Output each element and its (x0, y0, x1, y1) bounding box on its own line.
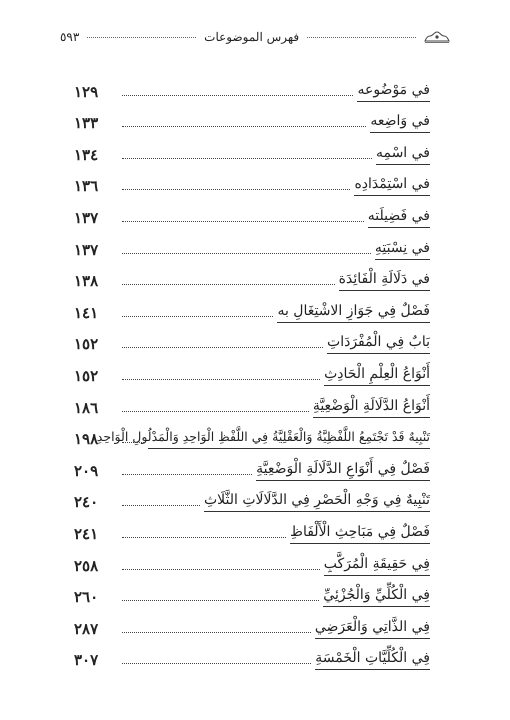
toc-row (74, 102, 430, 134)
running-header (60, 26, 450, 48)
toc-row (74, 418, 430, 450)
toc-entry-title: فِي الْكُلِّيِّ وَالْجُزْئِيِّ (323, 585, 430, 607)
toc-entry-page: ٢٤٠ (74, 493, 99, 512)
toc-row (74, 323, 430, 355)
dot-leader (122, 253, 371, 254)
toc-row (74, 228, 430, 260)
toc-entry-page: ٢٠٩ (74, 461, 99, 480)
dot-leader (122, 537, 286, 538)
toc-entry-title: فَصْلٌ فِي مَبَاحِثِ الْأَلْفَاظِ (290, 522, 430, 544)
toc-row (74, 354, 430, 386)
table-of-contents (74, 70, 430, 670)
toc-row (74, 544, 430, 576)
header-rule-right (307, 37, 416, 38)
header-rule-left (87, 37, 196, 38)
toc-entry-title: في نِسْبَتِهِ (375, 238, 430, 260)
toc-entry-page: ٢٤١ (74, 524, 99, 543)
toc-entry-page: ١٣٤ (74, 145, 99, 164)
dot-leader (122, 284, 335, 285)
toc-entry-page: ١٣٦ (74, 177, 99, 196)
toc-row (74, 512, 430, 544)
dot-leader (122, 569, 320, 570)
toc-row (74, 196, 430, 228)
toc-entry-title: في وَاضِعه (370, 111, 430, 133)
dot-leader (122, 221, 364, 222)
header-page-number: ٥٩٣ (59, 30, 80, 44)
dot-leader (122, 158, 372, 159)
toc-row (74, 70, 430, 102)
toc-entry-page: ٣٠٧ (74, 651, 99, 670)
toc-entry-title: فِي حَقِيقَةِ الْمُرَكَّبِ (324, 554, 430, 576)
toc-entry-page: ١٢٩ (74, 82, 99, 101)
floral-ornament-icon (424, 30, 450, 44)
dot-leader (122, 663, 311, 664)
toc-row (74, 165, 430, 197)
toc-entry-page: ١٥٢ (74, 366, 99, 385)
toc-entry-title: فِي الذَّاتِي وَالْعَرَضِي (315, 617, 430, 639)
toc-entry-page: ٢٥٨ (74, 556, 99, 575)
toc-row (74, 607, 430, 639)
toc-entry-title: في مَوْضُوعه (357, 80, 430, 102)
dot-leader (122, 600, 319, 601)
toc-entry-title: في اسْتِمْدَادِه (354, 174, 430, 196)
toc-entry-title: فَصْلٌ فِي أَنْوَاعِ الدَّلَالَةِ الْوَضْعِيَّةِ (256, 459, 430, 481)
toc-row (74, 481, 430, 513)
toc-entry-page: ٢٦٠ (74, 588, 99, 607)
dot-leader (122, 95, 353, 96)
dot-leader (122, 474, 252, 475)
dot-leader (122, 379, 320, 380)
toc-entry-page: ١٣٣ (74, 114, 99, 133)
toc-entry-title: تَنْبِيهٌ فِي وَجْهِ الْحَصْرِ فِي الدَّلَالَاتِ الثَّلَاثِ (204, 490, 430, 512)
toc-entry-page: ١٤١ (74, 303, 99, 322)
toc-entry-title: في فَضِيلَته (368, 206, 430, 228)
toc-entry-page: ١٩٨ (74, 430, 99, 449)
toc-entry-page: ١٣٨ (74, 272, 99, 291)
toc-row (74, 386, 430, 418)
toc-entry-title: تَنْبِيهٌ قَدْ تَجْتَمِعُ اللَّفْظِيَّةُ وَالْعَقْلِيَّةُ فِي اللَّفْظِ الْوَاحِدِ وَالْمَدْلُولِ الْوَاحِدِ (148, 427, 430, 449)
toc-entry-title: بَابٌ فِي الْمُفْرَدَاتِ (327, 332, 430, 354)
dot-leader (122, 411, 309, 412)
toc-row (74, 260, 430, 292)
toc-entry-title: فَصْلٌ فِي جَوَازِ الاشْتِغَالِ به (277, 301, 430, 323)
toc-entry-page: ١٨٦ (74, 398, 99, 417)
toc-row (74, 576, 430, 608)
dot-leader (122, 442, 144, 443)
toc-row (74, 291, 430, 323)
dot-leader (122, 505, 200, 506)
dot-leader (122, 189, 350, 190)
toc-entry-page: ١٣٧ (74, 208, 99, 227)
toc-entry-page: ١٥٢ (74, 335, 99, 354)
header-title: فهرس الموضوعات (204, 30, 300, 44)
toc-row (74, 133, 430, 165)
toc-entry-page: ٢٨٧ (74, 619, 99, 638)
toc-entry-title: فِي الْكُلِّيَّاتِ الْخَمْسَةِ (315, 648, 430, 670)
dot-leader (122, 347, 323, 348)
toc-entry-page: ١٣٧ (74, 240, 99, 259)
dot-leader (122, 126, 366, 127)
toc-row (74, 639, 430, 671)
dot-leader (122, 316, 273, 317)
toc-entry-title: في اسْمِه (376, 143, 430, 165)
toc-entry-title: أَنْوَاعُ الدَّلَالَةِ الْوَضْعِيَّةِ (313, 396, 430, 418)
dot-leader (122, 632, 311, 633)
toc-row (74, 449, 430, 481)
toc-entry-title: أَنْوَاعُ الْعِلْمِ الْحَادِثِ (324, 364, 430, 386)
toc-entry-title: في دَلَالَةِ الْفَائِدَة (339, 269, 430, 291)
